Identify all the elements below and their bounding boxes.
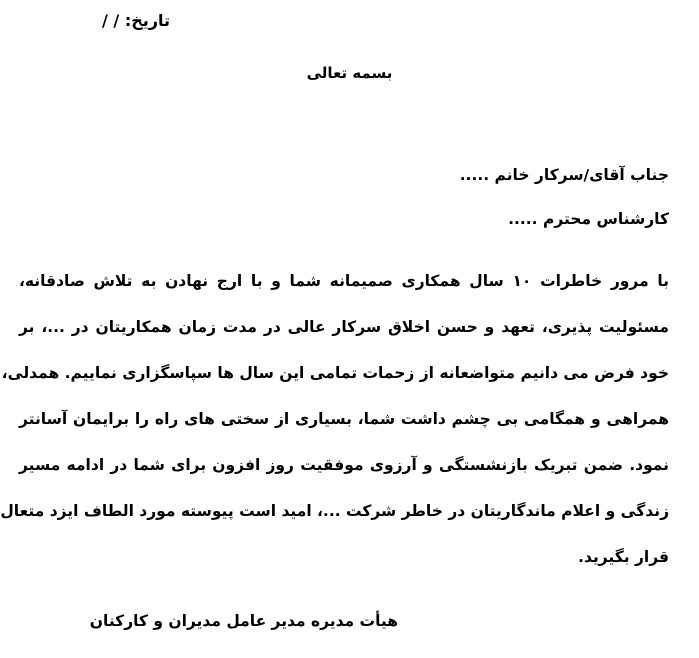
body-line: با مرور خاطرات ۱۰ سال همکاری صمیمانه شما و با ارج نهادن به تلاش صادقانه، [19, 272, 669, 290]
body-line: خود فرض می دانیم متواضعانه از زحمات تمامی این سال ها سپاسگزاری نماییم. همدلی، [1, 364, 669, 382]
recipient-title-line: کارشناس محترم ..... [508, 210, 669, 228]
body-line: مسئولیت پذیری، تعهد و حسن اخلاق سرکار عالی در مدت زمان همکاریتان در ...، بر [19, 318, 669, 336]
body-line: نمود. ضمن تبریک بازنشستگی و آرزوی موفقیت روز افزون برای شما در ادامه مسیر [19, 456, 669, 474]
body-line: زندگی و اعلام ماندگاریتان در خاطر شرکت ...، امید است پیوسته مورد الطاف ایزد متعال [0, 502, 669, 520]
date-line: تاریخ: / / [102, 11, 170, 30]
body-line: قرار بگیرید. [578, 548, 669, 566]
recipient-line: جناب آقای/سرکار خانم ..... [459, 166, 669, 184]
signature-line: هیأت مدیره مدیر عامل مدیران و کارکنان [89, 612, 398, 630]
document-title: بسمه تعالی [306, 64, 393, 82]
body-line: همراهی و همگامی بی چشم داشت شما، بسیاری از سختی های راه را برایمان آسانتر [19, 410, 669, 428]
